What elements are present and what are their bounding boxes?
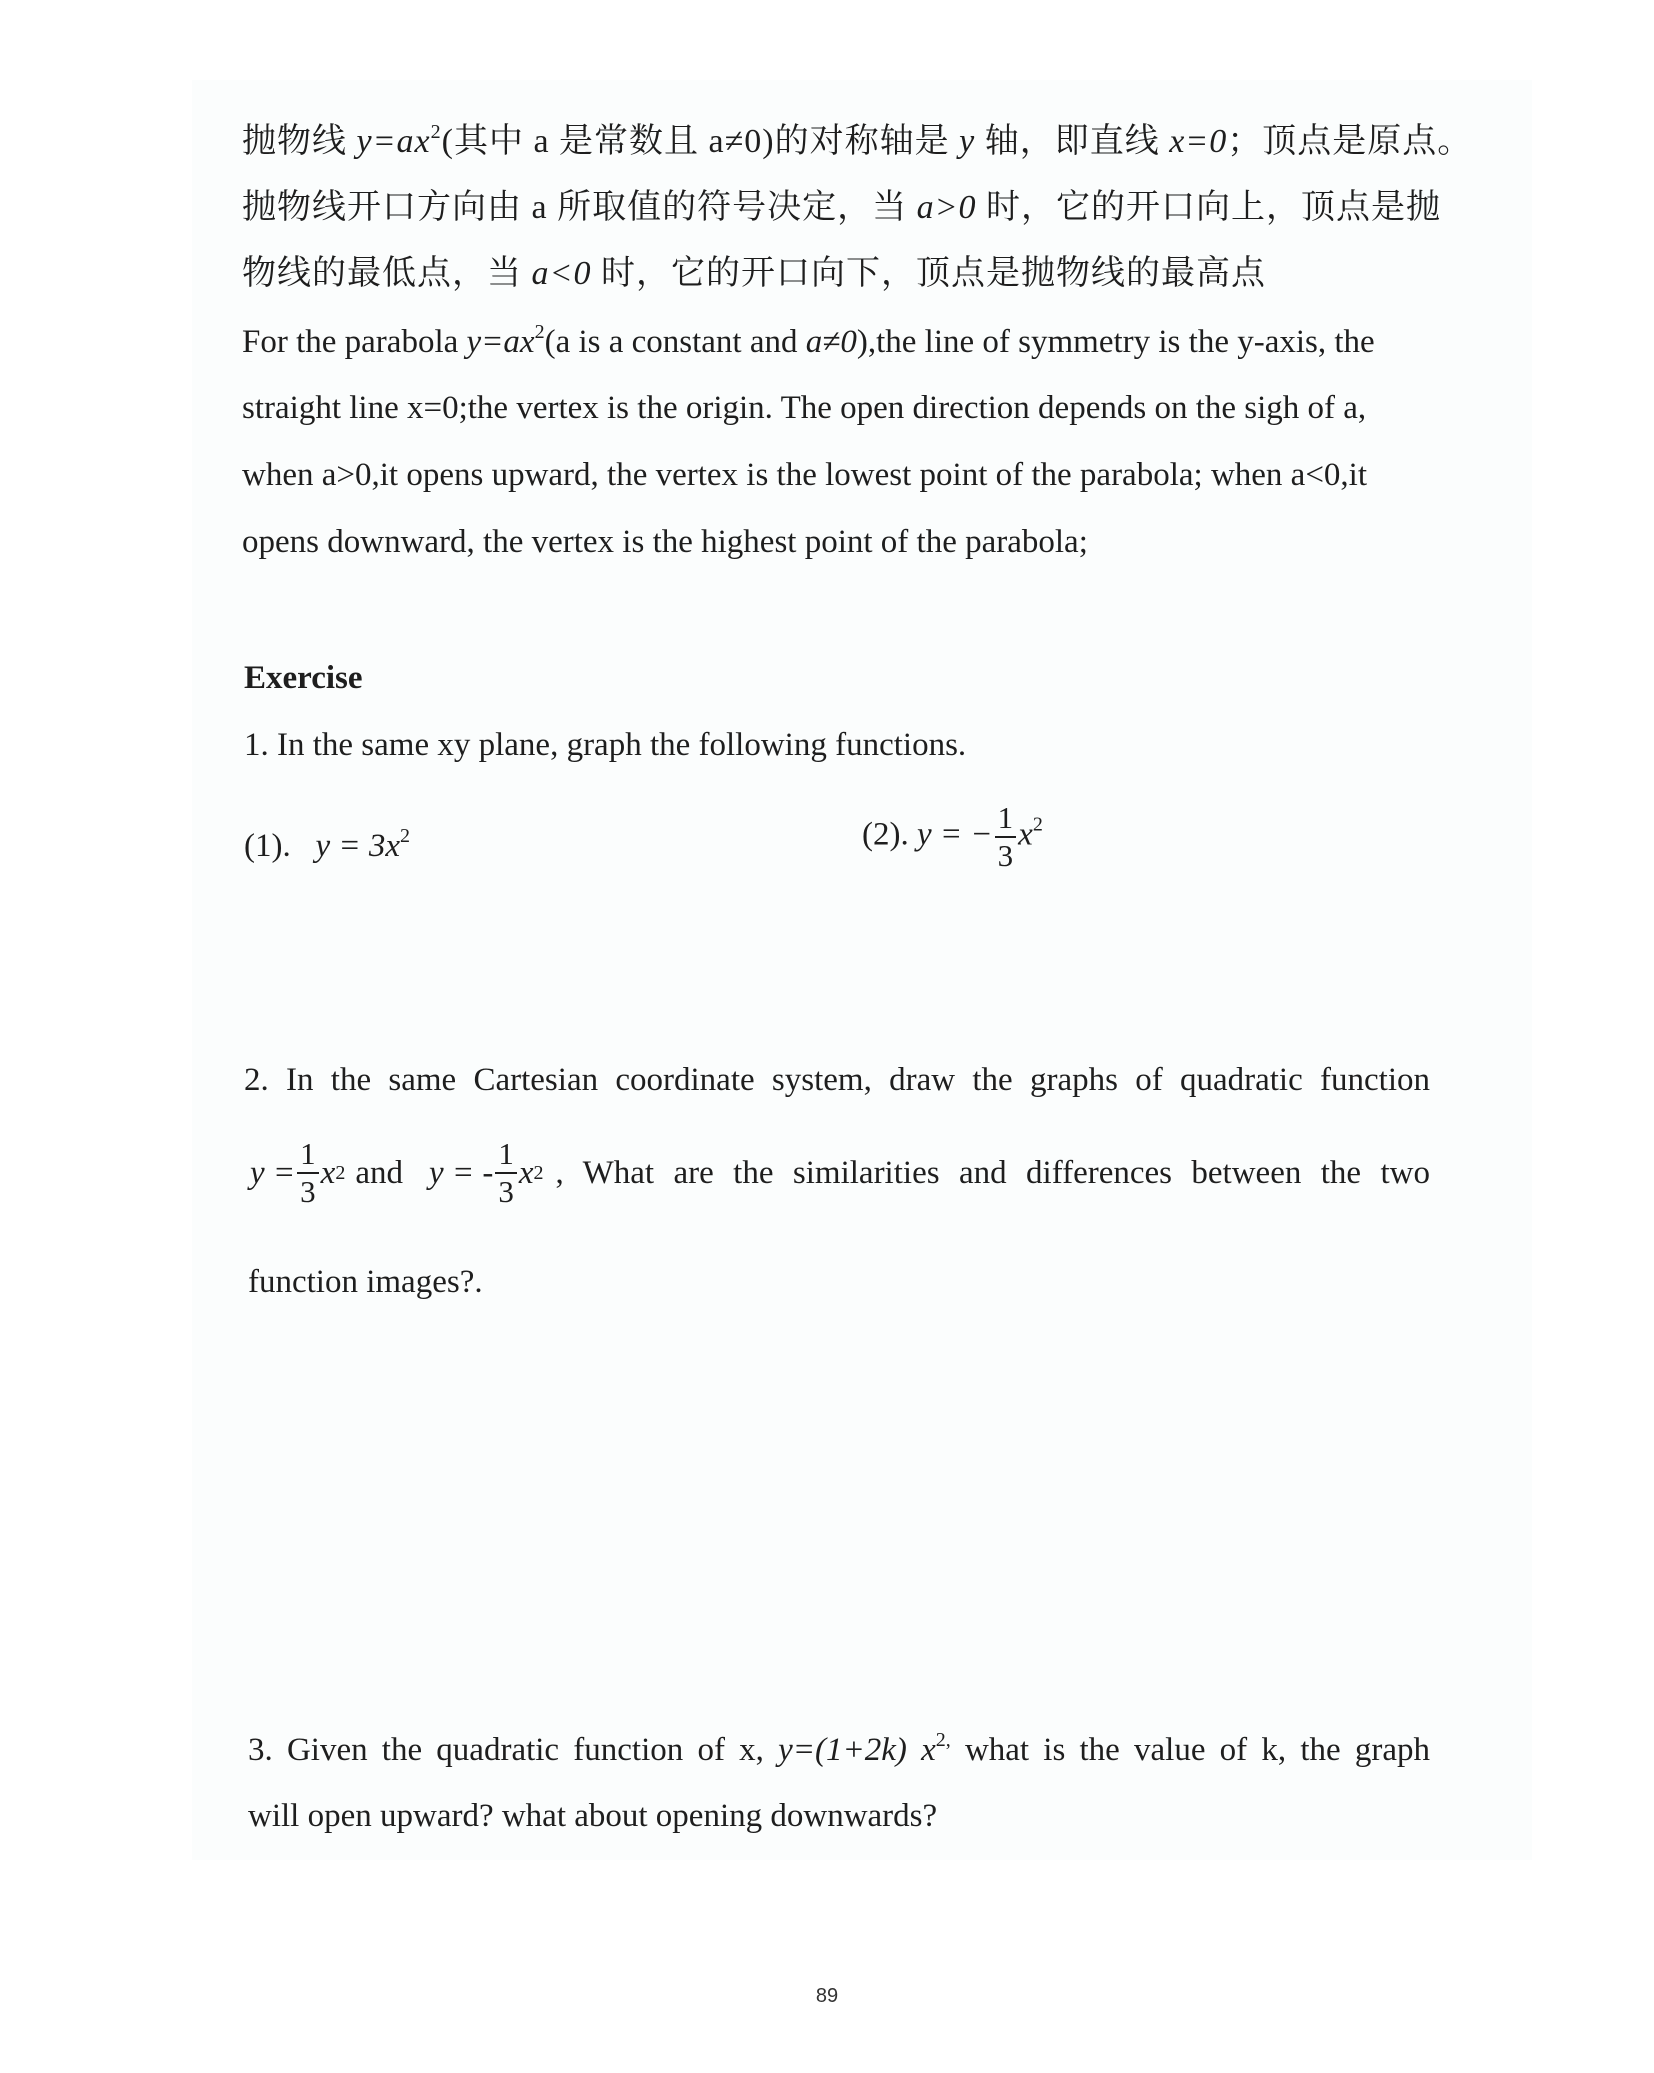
variable: x [1018, 816, 1033, 853]
numerator: 1 [495, 1136, 517, 1174]
fraction [995, 800, 1017, 874]
variable: x [518, 1155, 534, 1191]
denominator: 3 [300, 1174, 316, 1209]
denominator: 3 [997, 838, 1014, 873]
variable: x [320, 1155, 336, 1191]
page-number: 89 [815, 1985, 839, 2007]
part-label: (1). [244, 828, 291, 864]
part-label: (2). [862, 816, 909, 853]
numerator: 1 [297, 1136, 319, 1174]
en-paragraph-line-1: For the parabola $y=ax^2(a$ is a constant and a≠0),the line of symmetry is the y-axis, the [242, 321, 1375, 360]
question-1-part-2 [862, 800, 1043, 874]
cn-paragraph-line-2: 抛物线开口方向由 a 所取值的符号决定，当 a>0 时，它的开口向上，顶点是抛 [242, 189, 1442, 226]
connector: and [355, 1155, 403, 1191]
question-3-prefix: 3. Given the quadratic function of x, [248, 1732, 779, 1768]
en-paragraph-line-4: opens downward, the vertex is the highest point of the parabola; [242, 524, 1088, 560]
question-2-line-2: y = $\frac{1}{3}$ x 2 and y = - $\frac{1}{3}$ x 2 , What are the similarities and differences between the two [250, 1136, 1430, 1209]
formula-2-lhs: y = - [428, 1155, 494, 1191]
exponent: 2, [935, 1729, 951, 1751]
question-3-formula: y=(1+2k) x [778, 1732, 936, 1768]
cn-paragraph-line-3: 物线的最低点，当 a<0 时，它的开口向下，顶点是抛物线的最高点 [242, 255, 1266, 292]
exponent: 2 [400, 825, 411, 847]
formula: y = 3x [315, 828, 401, 864]
exponent: 2 [1032, 813, 1043, 836]
fraction-1 [297, 1136, 319, 1210]
question-3-line-2: will open upward? what about opening downwards? [248, 1798, 938, 1834]
en-paragraph-line-2: straight line x=0;the vertex is the origin. The open direction depends on the sigh of a, [242, 390, 1367, 426]
exercise-heading: Exercise [244, 660, 363, 696]
en-paragraph-line-3: when a>0,it opens upward, the vertex is the lowest point of the parabola; when a<0,it [242, 457, 1368, 493]
question-3-line-1 [248, 1730, 1430, 1770]
formula-lhs: y = − [916, 816, 993, 853]
denominator: 3 [498, 1174, 514, 1209]
question-1-text: 1. In the same xy plane, graph the following functions. [244, 727, 967, 763]
question-2-tail: , What are the similarities and differences between the two [555, 1155, 1430, 1191]
question-2-line-1: 2. In the same Cartesian coordinate system, draw the graphs of quadratic function [244, 1062, 1430, 1098]
formula-1-lhs: y = [250, 1155, 296, 1191]
fraction-2 [495, 1136, 517, 1210]
numerator: 1 [995, 800, 1017, 838]
cn-paragraph-line-1: 抛物线 $y=ax^2$(其中 a 是常数且 a≠0)的对称轴是 y 轴，即直线 x=0；顶点是原点。 [242, 121, 1473, 160]
question-2-line-3: function images?. [248, 1264, 483, 1300]
question-3-suffix: what is the value of k, the graph [950, 1732, 1430, 1768]
question-1-part-1 [244, 826, 410, 866]
